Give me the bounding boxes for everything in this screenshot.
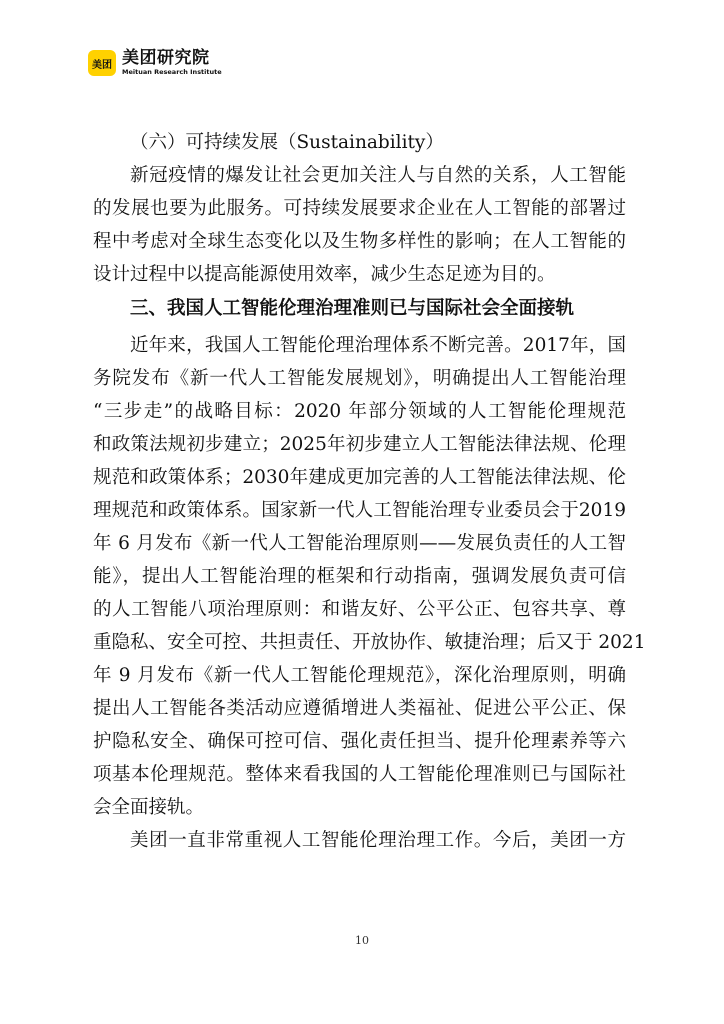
text-line: 新冠疫情的爆发让社会更加关注人与自然的关系，人工智能 — [130, 165, 626, 186]
text-line: 设计过程中以提高能源使用效率，减少生态足迹为目的。 — [93, 264, 556, 285]
section-heading-sustainability: （六）可持续发展（Sustainability） — [130, 132, 444, 153]
text-line: 近年来，我国人工智能伦理治理体系不断完善。2017年，国 — [130, 335, 626, 356]
text-line: 护隐私安全、确保可控可信、强化责任担当、提升伦理素养等六 — [93, 731, 626, 752]
text-line: 和政策法规初步建立；2025年初步建立人工智能法律法规、伦理 — [93, 434, 626, 455]
text-line: 规范和政策体系；2030年建成更加完善的人工智能法律法规、伦 — [93, 467, 626, 488]
text-line: 美团一直非常重视人工智能伦理治理工作。今后，美团一方 — [130, 830, 626, 851]
paragraph-meituan — [93, 824, 626, 857]
text-line: 的人工智能八项治理原则：和谐友好、公平公正、包容共享、尊 — [93, 599, 626, 620]
page-number: 10 — [355, 934, 369, 947]
text-line: 能》，提出人工智能治理的框架和行动指南，强调发展负责可信 — [93, 566, 626, 587]
text-line: 理规范和政策体系。国家新一代人工智能治理专业委员会于2019 — [93, 500, 626, 521]
document-body — [93, 126, 646, 857]
text-line: 项基本伦理规范。整体来看我国的人工智能伦理准则已与国际社 — [93, 764, 626, 785]
text-line: 会全面接轨。 — [93, 797, 205, 818]
text-line: 提出人工智能各类活动应遵循增进人类福祉、促进公平公正、保 — [93, 698, 626, 719]
text-line: “三步走”的战略目标：2020 年部分领域的人工智能伦理规范 — [93, 401, 626, 422]
text-line: 年 6 月发布《新一代人工智能治理原则——发展负责任的人工智 — [93, 533, 626, 554]
text-line: 年 9 月发布《新一代人工智能伦理规范》，深化治理原则，明确 — [93, 665, 626, 686]
meituan-logo-icon: 美团 — [88, 50, 116, 76]
text-line: 的发展也要为此服务。可持续发展要求企业在人工智能的部署过 — [93, 198, 626, 219]
paragraph-sustainability — [93, 159, 626, 291]
paragraph-china-ethics — [93, 329, 646, 824]
section-heading-china-ethics: 三、我国人工智能伦理治理准则已与国际社会全面接轨 — [130, 298, 575, 319]
logo-title-en: Meituan Research Institute — [122, 68, 222, 77]
text-line: 程中考虑对全球生态变化以及生物多样性的影响；在人工智能的 — [93, 231, 626, 252]
text-line: 务院发布《新一代人工智能发展规划》，明确提出人工智能治理 — [93, 368, 626, 389]
text-line: 重隐私、安全可控、共担责任、开放协作、敏捷治理；后又于 2021 — [93, 632, 646, 653]
logo-title-cn: 美团研究院 — [122, 48, 210, 69]
meituan-research-logo — [88, 50, 222, 76]
